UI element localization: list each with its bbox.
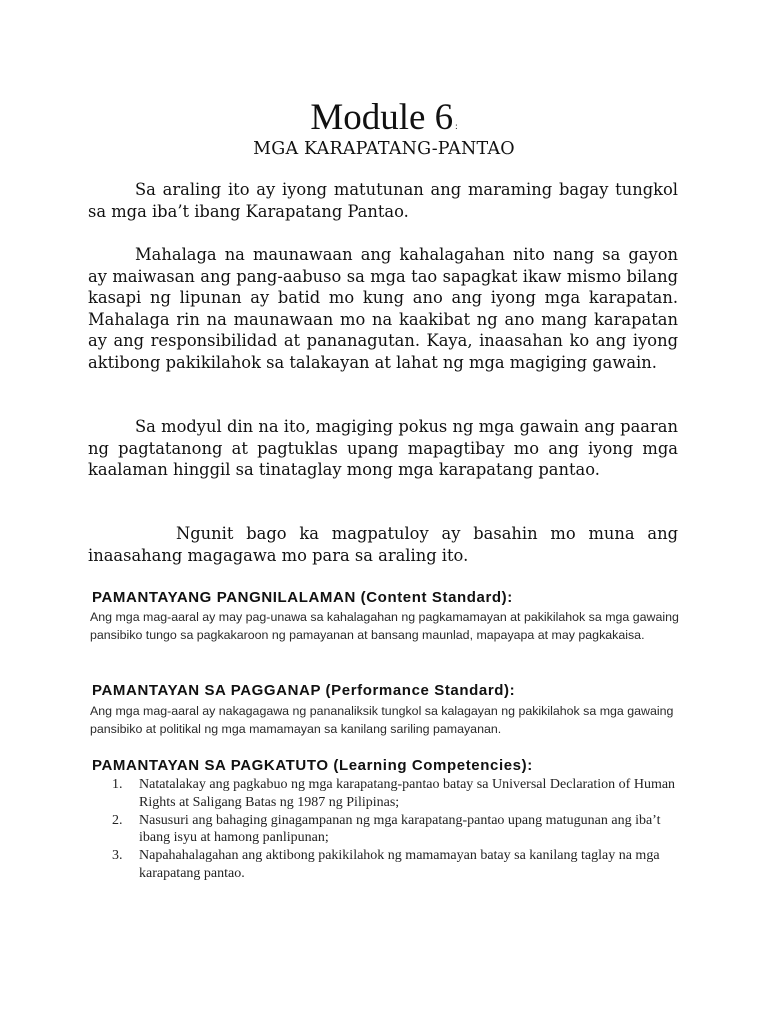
performance-standard-heading: PAMANTAYAN SA PAGGANAP (Performance Standard):	[92, 682, 516, 699]
module-title-mark: :	[455, 121, 458, 131]
learning-competencies-list	[112, 776, 682, 883]
learning-competencies-heading: PAMANTAYAN SA PAGKATUTO (Learning Competencies):	[92, 757, 533, 774]
list-item-text: Napahahalagahan ang aktibong pakikilahok ng mamamayan batay sa kanilang taglay na mga karapatang pantao.	[139, 848, 660, 881]
focus-paragraph: Sa modyul din na ito, magiging pokus ng mga gawain ang paaran ng pagtatanong at pagtuklas upang mapagtibay mo ang iyong mga kaalaman hinggil sa tinataglay mong mga karapatang pantao.	[88, 417, 678, 480]
performance-standard-text: Ang mga mag-aaral ay nakagagawa ng pananaliksik tungkol sa kalagayan ng pakikilahok sa mga gawaing pansibiko at politikal ng mga mamamayan sa kanilang sariling pamayanan.	[90, 704, 674, 736]
list-item	[112, 776, 682, 812]
list-item-text: Nasusuri ang bahaging ginagampanan ng mga karapatang-pantao upang matugunan ang iba’t ibang isyu at hamong panlipunan;	[139, 812, 661, 846]
importance-paragraph: Mahalaga na maunawaan ang kahalagahan nito nang sa gayon ay maiwasan ang pang-aabuso sa mga tao sapagkat ikaw mismo bilang kasapi ng lipunan ay batid mo kung ano ang iyong mga karapatan. Mahalaga rin na maunawaan mo na kaakibat ng ano mang karapatan ay ang responsibilidad at pananagutan. Kaya, inaasahan ko ang iyong aktibong pakikilahok sa talakayan at lahat ng mga magiging gawain.	[88, 245, 678, 372]
list-item	[112, 812, 682, 848]
reminder-paragraph: Ngunit bago ka magpatuloy ay basahin mo muna ang inaasahang magagawa mo para sa araling ito.	[88, 524, 678, 565]
list-item-number: 1.	[112, 777, 123, 792]
module-title-text: Module 6	[310, 97, 454, 138]
list-item-number: 2.	[112, 812, 123, 828]
list-item-number: 3.	[112, 848, 123, 864]
intro-paragraph: Sa araling ito ay iyong matutunan ang maraming bagay tungkol sa mga iba’t ibang Karapatang Pantao.	[88, 180, 678, 221]
module-subtitle: MGA KARAPATANG-PANTAO	[253, 139, 515, 159]
list-item-text: Natatalakay ang pagkabuo ng mga karapatang-pantao batay sa Universal Declaration of Human Rights at Saligang Batas ng 1987 ng Pilipinas;	[139, 777, 676, 810]
list-item	[112, 847, 682, 883]
content-standard-text: Ang mga mag-aaral ay may pag-unawa sa kahalagahan ng pagkamamayan at pakikilahok sa mga gawaing pansibiko tungo sa pagkakaroon ng pamayanan at bansang maunlad, mapayapa at may pagkakaisa.	[90, 610, 679, 642]
content-standard-heading: PAMANTAYANG PANGNILALAMAN (Content Standard):	[92, 589, 513, 606]
